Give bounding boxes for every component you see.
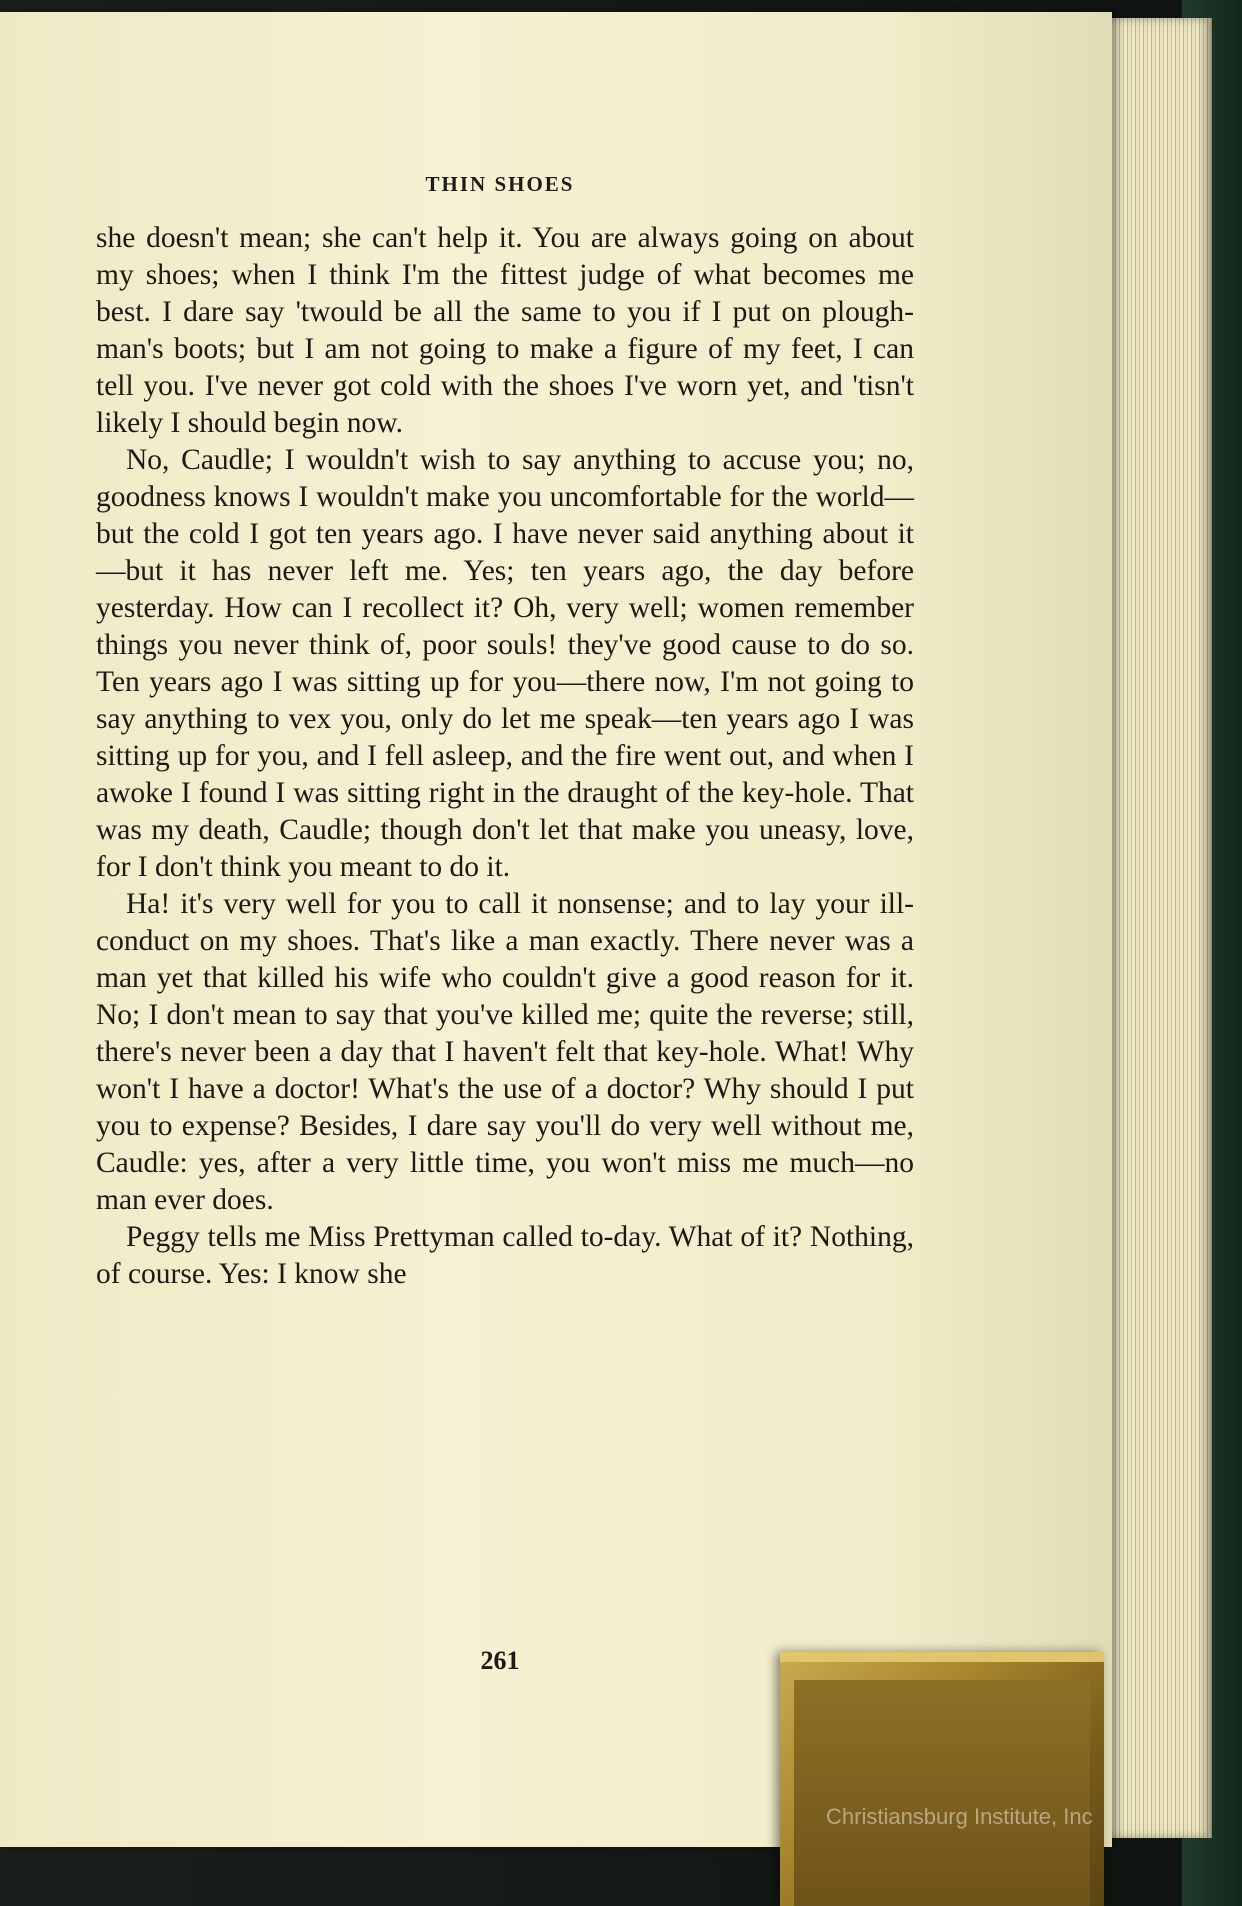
page-number: 261 (480, 1646, 520, 1675)
watermark: Christiansburg Institute, Inc (826, 1804, 1093, 1829)
paragraph: Ha! it's very well for you to call it nonsense; and to lay your ill-conduct on my shoes. That's like a man exactly. There never was a man yet that killed his wife who couldn't give a good reason for it. No; I don't mean to say that you've killed me; quite the reverse; still, there's never been a day that I haven't felt that key-hole. What! Why won't I have a doctor! What's the use of a doctor? Why should I put you to expense? Besides, I dare say you'll do very well without me, Caudle: yes, after a very little time, you won't miss me much—no man ever does. (96, 888, 914, 1216)
paragraph: she doesn't mean; she can't help it. You are always going on about my shoes; when I think I'm the fittest judge of what becomes me best. I dare say 'twould be all the same to you if I put on plough-man's boots; but I am not going to make a figure of my feet, I can tell you. I've never got cold with the shoes I've worn yet, and 'tisn't likely I should begin now. (96, 222, 914, 439)
body-text (96, 220, 914, 1293)
brass-page-weight (780, 1652, 1104, 1906)
brass-weight-face (794, 1680, 1090, 1906)
paragraph: No, Caudle; I wouldn't wish to say anything to accuse you; no, goodness knows I wouldn't make you uncomfortable for the world—but the cold I got ten years ago. I have never said anything about it —but it has never left me. Yes; ten years ago, the day before yesterday. How can I recollect it? Oh, very well; women remember things you never think of, poor souls! they've good cause to do so. Ten years ago I was sitting up for you—there now, I'm not going to say anything to vex you, only do let me speak—ten years ago I was sitting up for you, and I fell asleep, and the fire went out, and when I awoke I found I was sitting right in the draught of the key-hole. That was my death, Caudle; though don't let that make you uneasy, love, for I don't think you meant to do it. (96, 444, 914, 883)
paragraph: Peggy tells me Miss Prettyman called to-day. What of it? Nothing, of course. Yes: I know she (96, 1221, 914, 1290)
page-block-edges (1096, 18, 1212, 1838)
book-page (0, 12, 1112, 1847)
running-head: THIN SHOES (425, 172, 575, 196)
